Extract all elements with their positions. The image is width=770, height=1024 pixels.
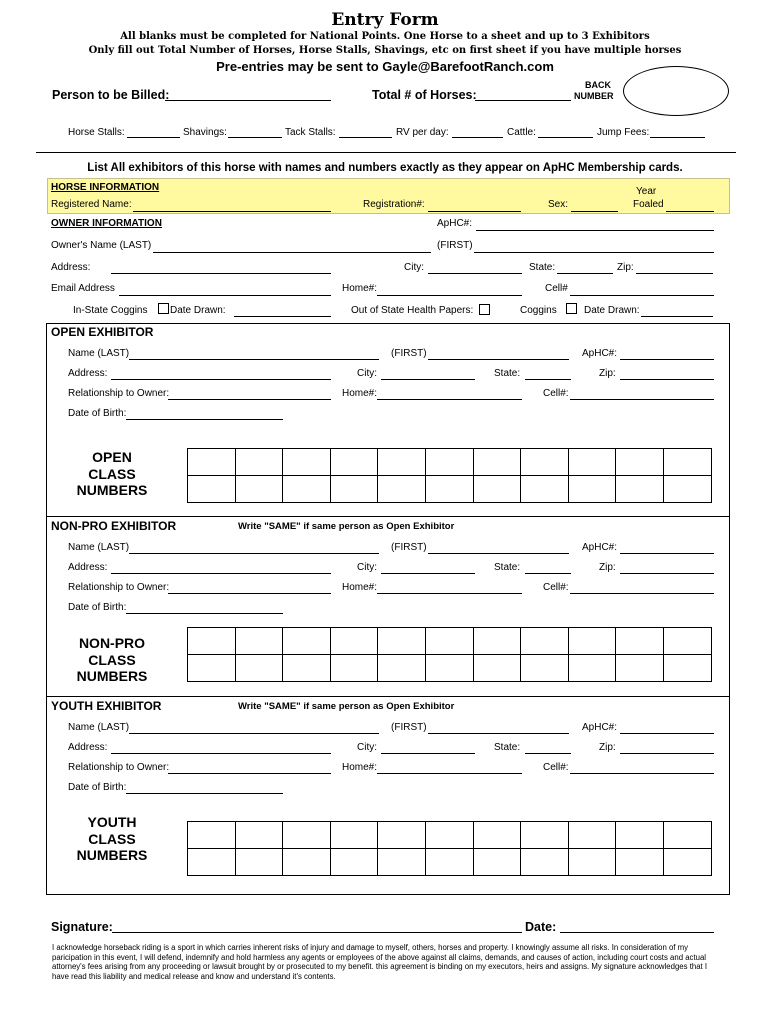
instruction-line-2: Only fill out Total Number of Horses, Horse Stalls, Shavings, etc on first sheet if you have multiple horses — [88, 45, 682, 56]
nonpro-class-numbers-label: NON-PRO CLASS NUMBERS — [76, 635, 148, 684]
open-zip-label: Zip: — [599, 368, 616, 379]
tack-stalls-field[interactable] — [339, 137, 392, 138]
open-aphc-label: ApHC#: — [582, 348, 618, 359]
nonpro-zip-label: Zip: — [599, 562, 616, 573]
youth-zip-field[interactable] — [620, 753, 714, 754]
youth-class-numbers-grid[interactable] — [187, 821, 712, 876]
registered-name-field[interactable] — [133, 211, 331, 212]
signature-field[interactable] — [112, 932, 522, 933]
shavings-label: Shavings: — [183, 127, 227, 138]
nonpro-address-label: Address: — [68, 562, 108, 573]
owner-zip-label: Zip: — [617, 262, 634, 273]
nonpro-aphc-field[interactable] — [620, 553, 714, 554]
open-class-numbers-grid[interactable] — [187, 448, 712, 503]
nonpro-first-label: (FIRST) — [391, 542, 427, 553]
owner-address-field[interactable] — [111, 273, 331, 274]
youth-exhibitor-heading: YOUTH EXHIBITOR — [51, 699, 162, 713]
sex-field[interactable] — [571, 211, 618, 212]
nonpro-last-name-field[interactable] — [129, 553, 379, 554]
jump-fees-label: Jump Fees: — [597, 127, 650, 138]
back-number-label-1: BACK — [585, 80, 611, 90]
owner-cell-label: Cell# — [545, 283, 568, 294]
open-relationship-field[interactable] — [168, 399, 331, 400]
date-drawn-field[interactable] — [234, 316, 331, 317]
signature-label: Signature: — [51, 920, 113, 934]
owner-state-field[interactable] — [557, 273, 613, 274]
owner-first-name-field[interactable] — [474, 252, 714, 253]
open-dob-field[interactable] — [126, 419, 283, 420]
open-class-numbers-label: OPEN CLASS NUMBERS — [76, 449, 148, 498]
cattle-field[interactable] — [538, 137, 593, 138]
nonpro-home-label: Home#: — [342, 582, 378, 593]
registration-field[interactable] — [428, 211, 521, 212]
open-first-label: (FIRST) — [391, 348, 427, 359]
date-drawn-label: Date Drawn: — [170, 305, 226, 316]
open-home-field[interactable] — [377, 399, 522, 400]
divider — [36, 152, 736, 153]
owner-name-label: Owner's Name (LAST) — [51, 240, 152, 251]
nonpro-exhibitor-heading: NON-PRO EXHIBITOR — [51, 519, 177, 533]
open-state-field[interactable] — [525, 379, 571, 380]
youth-aphc-label: ApHC#: — [582, 722, 618, 733]
youth-last-name-field[interactable] — [129, 733, 379, 734]
horse-stalls-label: Horse Stalls: — [68, 127, 125, 138]
total-horses-label: Total # of Horses: — [372, 88, 477, 102]
coggins-checkbox[interactable] — [566, 303, 577, 314]
open-address-label: Address: — [68, 368, 108, 379]
horse-stalls-field[interactable] — [127, 137, 180, 138]
cattle-label: Cattle: — [507, 127, 536, 138]
exhibitors-box — [46, 323, 730, 895]
list-exhibitors-note: List All exhibitors of this horse with names and numbers exactly as they appear on ApHC Membership cards. — [87, 162, 683, 174]
open-address-field[interactable] — [111, 379, 331, 380]
out-state-papers-checkbox[interactable] — [479, 304, 490, 315]
youth-dob-field[interactable] — [126, 793, 283, 794]
youth-same-note: Write "SAME" if same person as Open Exhibitor — [238, 701, 455, 712]
owner-email-label: Email Address — [51, 283, 115, 294]
open-relationship-label: Relationship to Owner: — [68, 388, 170, 399]
nonpro-same-note: Write "SAME" if same person as Open Exhibitor — [238, 521, 455, 532]
nonpro-first-name-field[interactable] — [428, 553, 569, 554]
registered-name-label: Registered Name: — [51, 199, 132, 210]
registration-label: Registration#: — [363, 199, 425, 210]
open-zip-field[interactable] — [620, 379, 714, 380]
owner-city-field[interactable] — [428, 273, 522, 274]
owner-first-label: (FIRST) — [437, 240, 473, 251]
owner-info-heading: OWNER INFORMATION — [51, 218, 162, 229]
open-first-name-field[interactable] — [428, 359, 569, 360]
youth-first-label: (FIRST) — [391, 722, 427, 733]
instate-coggins-checkbox[interactable] — [158, 303, 169, 314]
open-exhibitor-heading: OPEN EXHIBITOR — [51, 325, 154, 339]
rv-field[interactable] — [452, 137, 503, 138]
nonpro-zip-field[interactable] — [620, 573, 714, 574]
nonpro-dob-field[interactable] — [126, 613, 283, 614]
jump-fees-field[interactable] — [650, 137, 705, 138]
owner-email-field[interactable] — [119, 295, 331, 296]
coggins-label: Coggins — [520, 305, 557, 316]
youth-class-numbers-label: YOUTH CLASS NUMBERS — [76, 814, 148, 863]
owner-city-label: City: — [404, 262, 424, 273]
youth-address-label: Address: — [68, 742, 108, 753]
back-number-label-2: NUMBER — [574, 91, 614, 101]
total-horses-field[interactable] — [475, 100, 571, 101]
nonpro-class-numbers-grid[interactable] — [187, 627, 712, 682]
nonpro-city-label: City: — [357, 562, 377, 573]
owner-last-name-field[interactable] — [153, 252, 431, 253]
nonpro-state-label: State: — [494, 562, 521, 573]
instate-coggins-label: In-State Coggins — [73, 305, 148, 316]
exhibitor-divider-2 — [46, 696, 729, 697]
back-number-oval[interactable] — [623, 66, 729, 116]
page-title: Entry Form — [331, 10, 439, 30]
owner-cell-field[interactable] — [570, 295, 714, 296]
youth-address-field[interactable] — [111, 753, 331, 754]
owner-state-label: State: — [529, 262, 556, 273]
youth-first-name-field[interactable] — [428, 733, 569, 734]
nonpro-cell-label: Cell#: — [543, 582, 569, 593]
out-state-papers-label: Out of State Health Papers: — [351, 305, 474, 316]
instruction-line-1: All blanks must be completed for National Points. One Horse to a sheet and up to 3 Exhibitors — [120, 31, 650, 42]
owner-aphc-field[interactable] — [476, 230, 714, 231]
tack-stalls-label: Tack Stalls: — [285, 127, 336, 138]
nonpro-address-field[interactable] — [111, 573, 331, 574]
year-label: Year — [636, 186, 657, 197]
youth-cell-field[interactable] — [570, 773, 714, 774]
youth-home-field[interactable] — [377, 773, 522, 774]
date-label: Date: — [525, 920, 557, 934]
year-foaled-field[interactable] — [666, 211, 714, 212]
nonpro-cell-field[interactable] — [570, 593, 714, 594]
youth-aphc-field[interactable] — [620, 733, 714, 734]
date-drawn-field-2[interactable] — [641, 316, 713, 317]
open-state-label: State: — [494, 368, 521, 379]
youth-state-field[interactable] — [525, 753, 571, 754]
nonpro-city-field[interactable] — [381, 573, 475, 574]
nonpro-dob-label: Date of Birth: — [68, 602, 127, 613]
nonpro-home-field[interactable] — [377, 593, 522, 594]
owner-home-field[interactable] — [377, 295, 522, 296]
youth-relationship-field[interactable] — [168, 773, 331, 774]
foaled-label: Foaled — [633, 199, 664, 210]
owner-zip-field[interactable] — [636, 273, 713, 274]
preentries-note: Pre-entries may be sent to Gayle@BarefootRanch.com — [216, 59, 554, 74]
exhibitor-divider-1 — [46, 516, 729, 517]
person-billed-label: Person to be Billed: — [52, 88, 170, 102]
owner-home-label: Home#: — [342, 283, 378, 294]
shavings-field[interactable] — [228, 137, 282, 138]
open-city-label: City: — [357, 368, 377, 379]
nonpro-state-field[interactable] — [525, 573, 571, 574]
open-dob-label: Date of Birth: — [68, 408, 127, 419]
horse-info-heading: HORSE INFORMATION — [51, 182, 160, 193]
nonpro-aphc-label: ApHC#: — [582, 542, 618, 553]
open-last-name-field[interactable] — [129, 359, 379, 360]
youth-state-label: State: — [494, 742, 521, 753]
youth-city-field[interactable] — [381, 753, 475, 754]
nonpro-name-label: Name (LAST) — [68, 542, 130, 553]
youth-name-label: Name (LAST) — [68, 722, 130, 733]
liability-waiver-text: I acknowledge horseback riding is a sport in which carries inherent risks of injury and damage to myself, others, horses and property. I knowingly assume all risks. In consideration of my paricipation in this event, I will defend, indemnify and hold harmless any agents or employees of the above against all claims, demands, and causes of action, including court costs and actual attorney's fees arising from any proceeding or lawsuit brought by or prosecuted to my benefit. this agreement is binding on my executors, heirs and assigns. My signature acknowledges that I have read this liability and medical release and know and understand it's contents. — [52, 943, 708, 981]
open-home-label: Home#: — [342, 388, 378, 399]
open-name-label: Name (LAST) — [68, 348, 130, 359]
nonpro-relationship-label: Relationship to Owner: — [68, 582, 170, 593]
date-field[interactable] — [560, 932, 714, 933]
sex-label: Sex: — [548, 199, 569, 210]
rv-label: RV per day: — [396, 127, 449, 138]
youth-cell-label: Cell#: — [543, 762, 569, 773]
open-city-field[interactable] — [381, 379, 475, 380]
youth-dob-label: Date of Birth: — [68, 782, 127, 793]
open-aphc-field[interactable] — [620, 359, 714, 360]
youth-zip-label: Zip: — [599, 742, 616, 753]
owner-aphc-label: ApHC#: — [437, 218, 473, 229]
youth-relationship-label: Relationship to Owner: — [68, 762, 170, 773]
open-cell-label: Cell#: — [543, 388, 569, 399]
youth-city-label: City: — [357, 742, 377, 753]
youth-home-label: Home#: — [342, 762, 378, 773]
date-drawn-label-2: Date Drawn: — [584, 305, 640, 316]
nonpro-relationship-field[interactable] — [168, 593, 331, 594]
owner-address-label: Address: — [51, 262, 91, 273]
open-cell-field[interactable] — [570, 399, 714, 400]
person-billed-field[interactable] — [165, 100, 331, 101]
